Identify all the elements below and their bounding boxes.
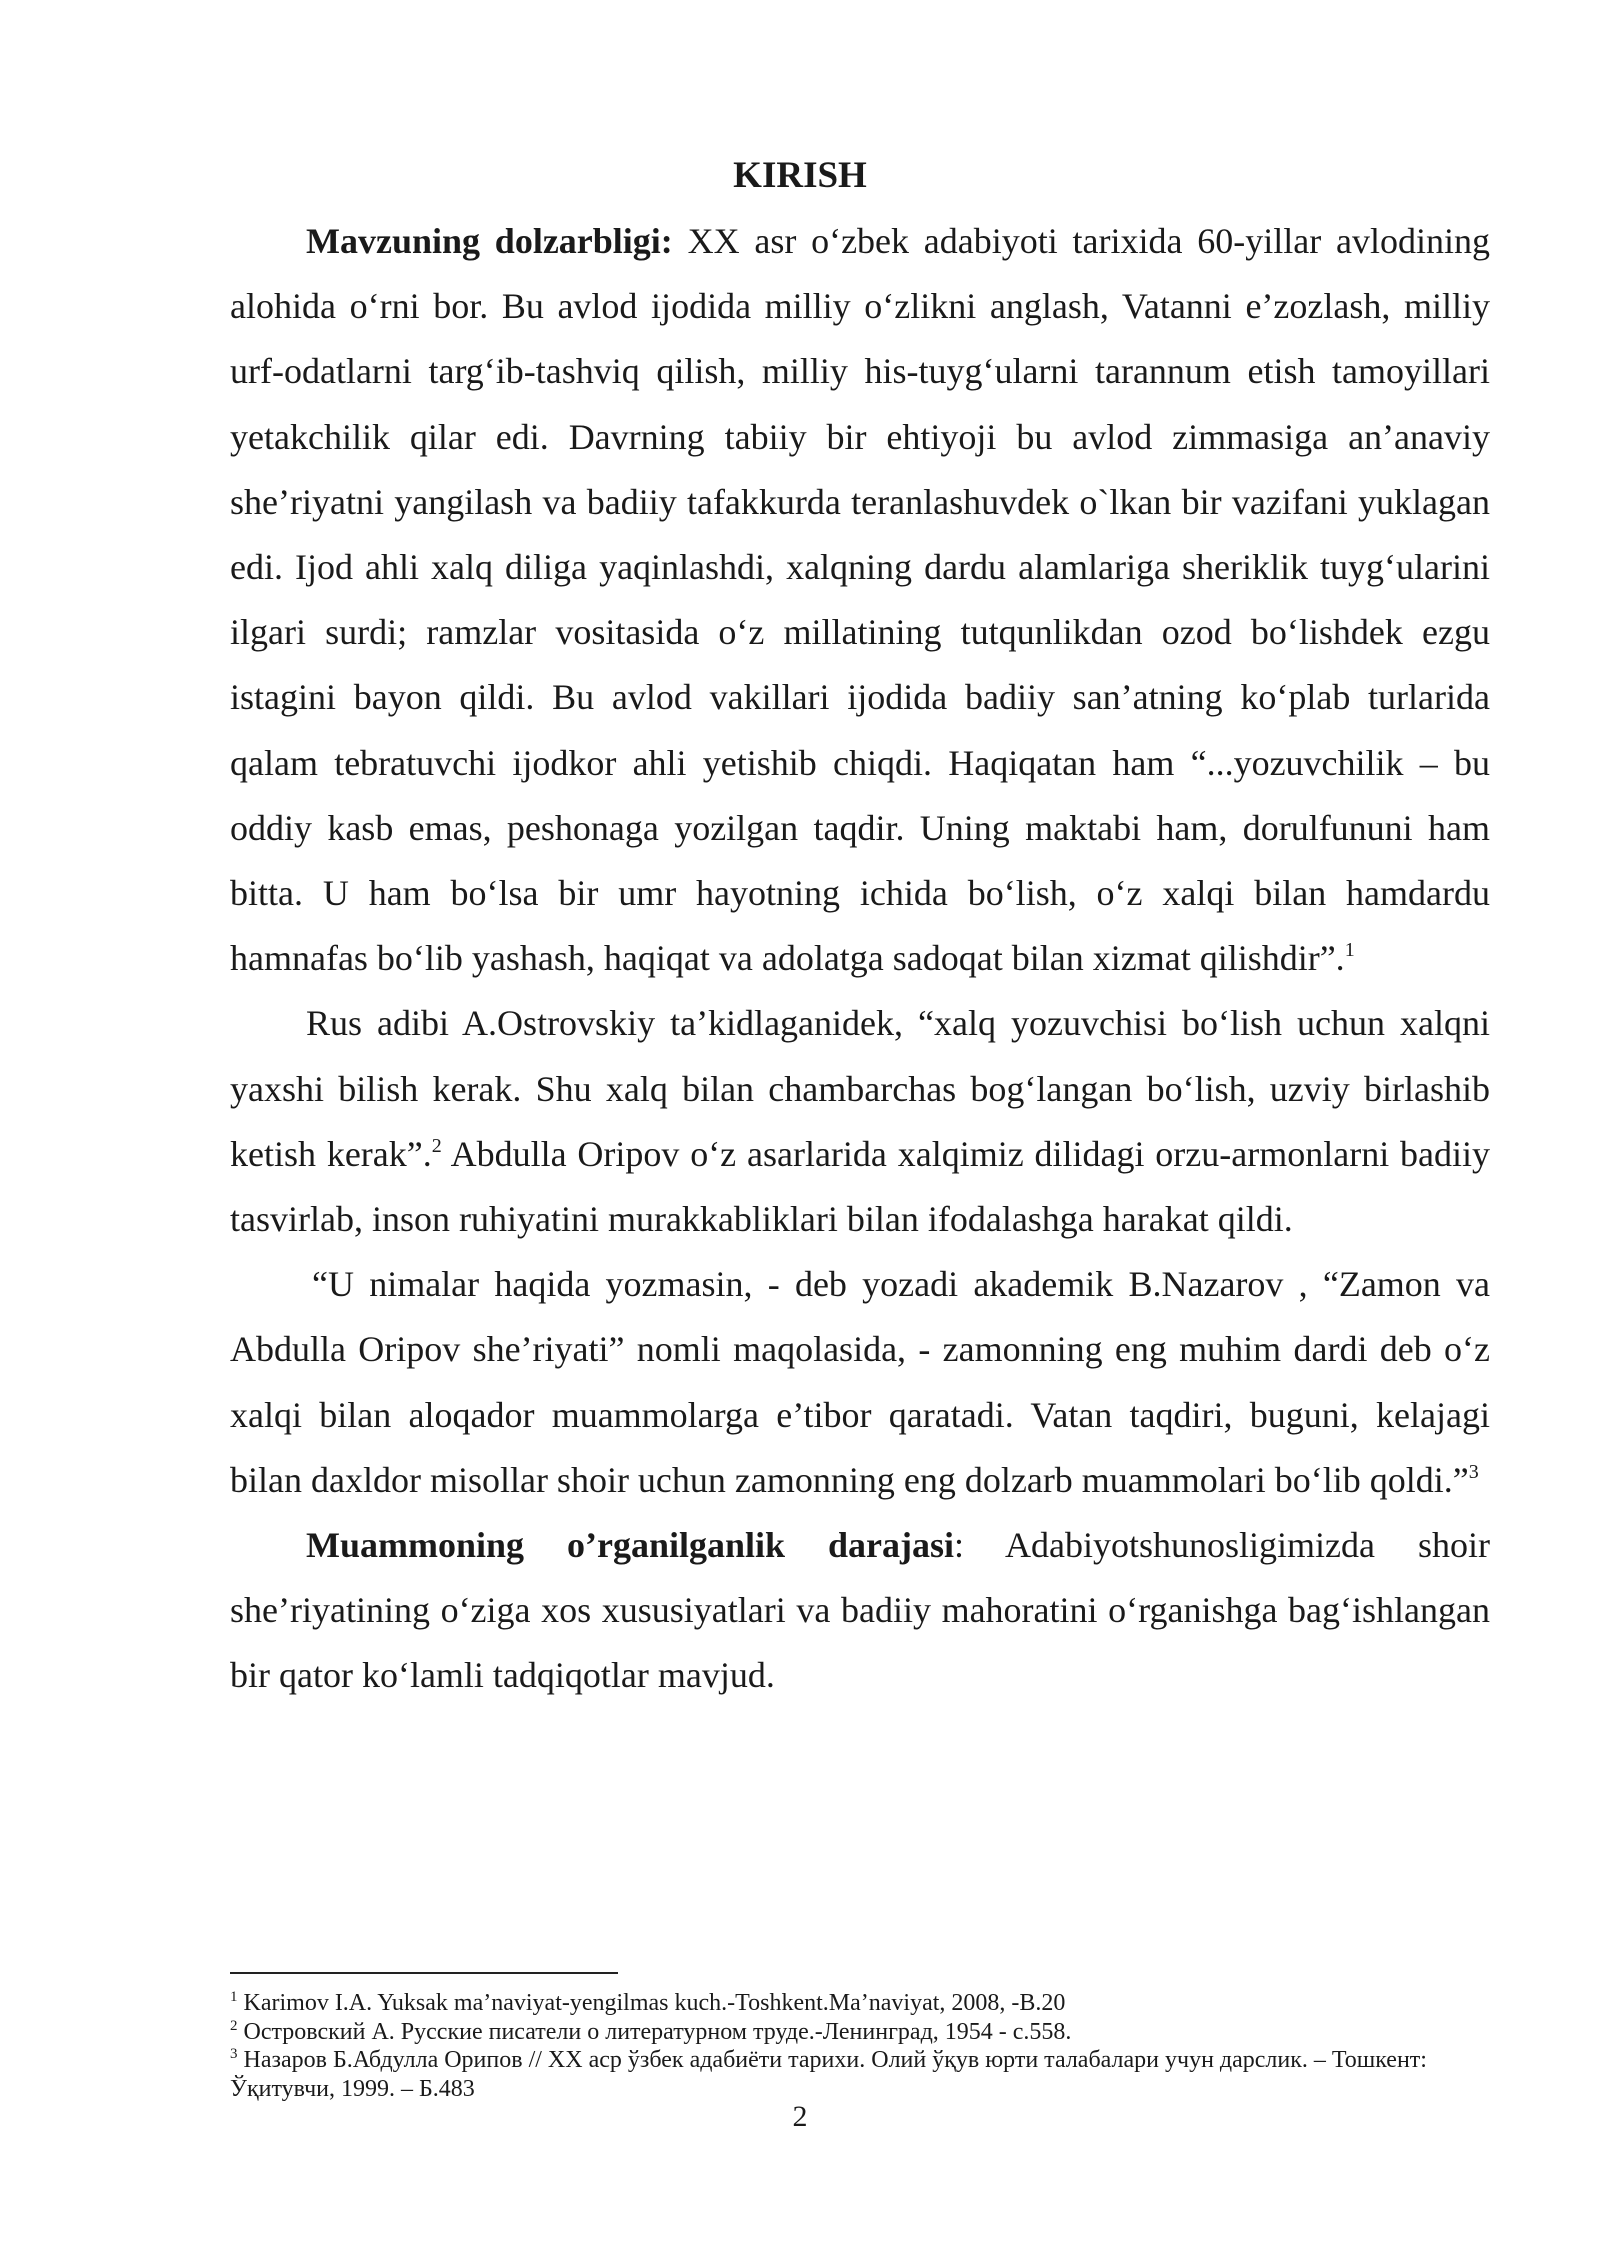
footnote-number-3: 3 [230,2046,238,2062]
footnote-ref-2[interactable]: 2 [431,1134,442,1157]
paragraph-ostrovskiy [230,991,1490,1252]
relevance-text: XX asr o‘zbek adabiyoti tarixida 60-yillar avlodining alohida o‘rni bor. Bu avlod ijodida milliy o‘zlikni anglash, Vatanni e’zozlash, milliy urf-odatlarni targ‘ib-tashviq qilish, milliy his-tuyg‘ularni tarannum etish tamoyillari yetakchilik qilar edi. Davrning tabiiy bir ehtiyoji bu avlod zimmasiga an’anaviy she’riyatni yangilash va badiiy tafakkurda teranlashuvdek o`lkan bir vazifani yuklagan edi. Ijod ahli xalq diliga yaqinlashdi, xalqning dardu alamlariga sheriklik tuyg‘ularini ilgari surdi; ramzlar vositasida o‘z millatining tutqunlikdan ozod bo‘lishdek ezgu istagini bayon qildi. Bu avlod vakillari ijodida badiiy san’atning ko‘plab turlarida qalam tebratuvchi ijodkor ahli yetishib chiqdi. Haqiqatan ham “...yozuvchilik – bu oddiy kasb emas, peshonaga yozilgan taqdir. Uning maktabi ham, dorulfununi ham bitta. U ham bo‘lsa bir umr hayotning ichida bo‘lish, o‘z xalqi bilan hamdardu hamnafas bo‘lib yashash, haqiqat va adolatga sadoqat bilan xizmat qilishdir”. [230,221,1490,979]
footnotes [230,1989,1490,2103]
body-text [230,209,1490,1709]
footnote-1 [230,1989,1490,2018]
footnote-number-2: 2 [230,2017,238,2034]
relevance-lead: Mavzuning dolzarbligi: [306,221,673,261]
footnote-text-1: Karimov I.A. Yuksak ma’naviyat-yengilmas kuch.-Toshkent.Ma’naviyat, 2008, -B.20 [237,1990,1066,2016]
research-level-text: : Adabiyotshunosligimizda shoir she’riyatining o‘ziga xos xususiyatlari va badiiy mahoratini o‘rganishga bag‘ishlangan bir qator ko‘lamli tadqiqotlar mavjud. [230,1525,1491,1696]
footnote-text-3: Назаров Б.Абдулла Орипов // XX аср ўзбек адабиёти тарихи. Олий ўқув юрти талабалари учун дарслик. – Тошкент: Ўқитувчи, 1999. – Б.483 [230,2047,1427,2102]
footnote-ref-1[interactable]: 1 [1344,939,1355,962]
footnote-ref-3[interactable]: 3 [1468,1460,1479,1483]
footnote-2 [230,2018,1490,2047]
footnote-number-1: 1 [230,1989,238,2005]
oripov-text: Abdulla Oripov o‘z asarlarida xalqimiz dilidagi orzu-armonlarni badiiy tasvirlab, inson ruhiyatini murakkabliklari bilan ifodalashga harakat qildi. [230,1133,1491,1240]
footnote-text-2: Островский А. Русские писатели о литературном труде.-Ленинград, 1954 - с.558. [237,2018,1072,2045]
page-number: 2 [792,2100,808,2133]
ostrovskiy-text: Rus adibi A.Ostrovskiy ta’kidlaganidek, “xalq yozuvchisi bo‘lish uchun xalqni yaxshi bilish kerak. Shu xalq bilan chambarchas bog‘langan bo‘lish, uzviy birlashib ketish kerak”. [230,1003,1490,1174]
page-heading: KIRISH [733,155,867,196]
paragraph-research-level [230,1513,1490,1709]
research-level-lead: Muammoning o’rganilganlik darajasi [306,1525,955,1566]
footnote-separator [230,1972,618,1974]
paragraph-nazarov-quote [230,1252,1490,1513]
footnote-3 [230,2046,1490,2103]
paragraph-relevance [230,209,1490,991]
nazarov-quote-text: “U nimalar haqida yozmasin, - deb yozadi akademik B.Nazarov , “Zamon va Abdulla Oripov she’riyati” nomli maqolasida, - zamonning eng muhim dardi deb o‘z xalqi bilan aloqador muammolarga e’tibor qaratadi. Vatan taqdiri, buguni, kelajagi bilan daxldor misollar shoir uchun zamonning eng dolzarb muammolari bo‘lib qoldi.” [230,1264,1490,1500]
